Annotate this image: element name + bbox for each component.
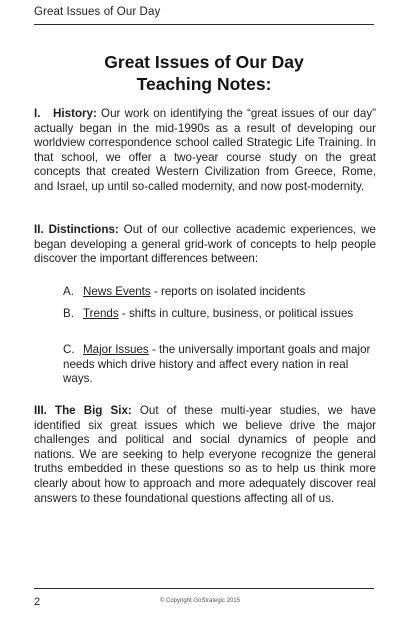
list-item-term: Major Issues <box>83 343 149 356</box>
page-title-line-1: Great Issues of Our Day <box>104 52 304 72</box>
list-item-letter: A. <box>63 285 74 298</box>
copyright-notice: © Copyright GoStrategic 2015 <box>159 598 241 604</box>
header-rule <box>34 24 374 25</box>
section-big-six <box>34 404 376 506</box>
section-heading: The Big Six: <box>55 404 132 417</box>
section-number: I. <box>34 107 41 120</box>
list-item-letter: C. <box>63 343 75 356</box>
section-text: Out of these multi-year studies, we have identified six great issues which we believe drive the major challenges and political and social dynamics of people and nations. We are seeking to help everyone recognize the general truths embedded in these questions so as to help us think more clearly about how to approach and more adequately discover real answers to these foundational questions affecting all of us. <box>34 404 376 505</box>
footer-rule <box>34 588 374 589</box>
section-number: II. <box>34 223 44 236</box>
section-number: III. <box>34 404 47 417</box>
running-head: Great Issues of Our Day <box>34 6 161 18</box>
section-text: Our work on identifying the “great issues of our day” actually began in the mid-1990s as a result of developing our worldview correspondence school called Strategic Life Training. In that school, we offer a two-year course study on the great concepts that created Western Civilization from Greece, Rome, and Israel, up until so-called modernity, and now post-modernity. <box>34 107 376 193</box>
section-heading: History: <box>53 107 97 120</box>
section-heading: Distinctions: <box>48 223 119 236</box>
list-item-description: - reports on isolated incidents <box>150 285 306 298</box>
page-title <box>34 51 374 95</box>
page-title-line-2: Teaching Notes: <box>136 74 272 94</box>
list-item-term: News Events <box>83 285 151 298</box>
list-item-description: - shifts in culture, business, or political issues <box>118 307 354 320</box>
section-text: Out of our collective academic experiences, we began developing a general grid-work of concepts to help people discover the important differences between: <box>34 223 376 266</box>
list-item-major-issues <box>63 343 377 387</box>
section-distinctions <box>34 223 376 267</box>
list-item-description: - the universally important goals and major needs which drive history and affect every nation in real ways. <box>63 343 371 386</box>
list-item-term: Trends <box>83 307 119 320</box>
list-item-letter: B. <box>63 307 74 320</box>
list-item-news-events <box>63 285 377 300</box>
section-history <box>34 107 376 195</box>
page-number: 2 <box>34 596 41 608</box>
list-item-trends <box>63 307 377 322</box>
